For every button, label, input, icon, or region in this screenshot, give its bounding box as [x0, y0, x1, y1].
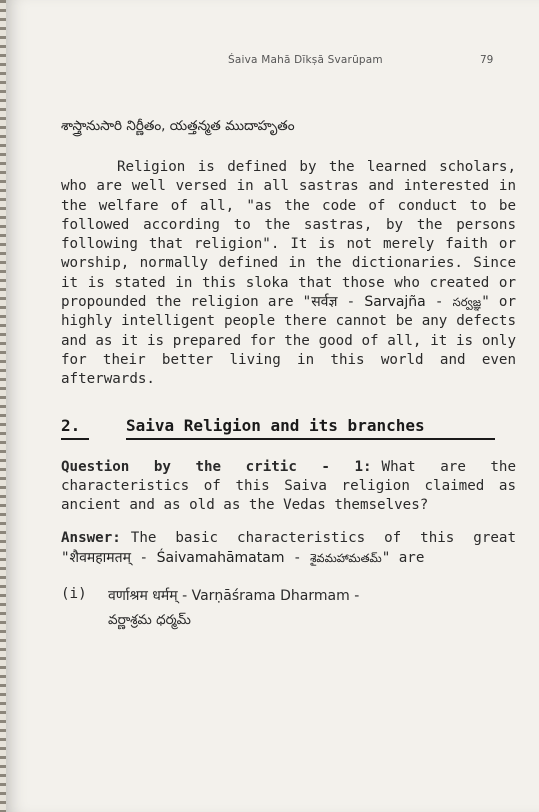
list-marker: (i) [61, 586, 87, 603]
list-item [61, 586, 516, 631]
intro-dash: - [425, 294, 453, 311]
question-text: What are the characteristics of this Saiva religion claimed as ancient and as old as the Vedas themselves? [61, 458, 517, 514]
section-heading [61, 416, 516, 444]
book-page [6, 0, 539, 812]
list-sanskrit-term: वर्णाश्रम धर्मम् [108, 588, 178, 605]
answer-text-before: The basic characteristics of this great " [61, 530, 516, 566]
intro-sanskrit-term: सर्वज्ञ [311, 294, 338, 311]
page-number: 79 [480, 54, 494, 66]
answer-roman-term: Śaivamahāmatam [156, 549, 285, 566]
intro-dash: - [337, 294, 365, 311]
section-title-underline [126, 438, 495, 440]
intro-paragraph [61, 158, 516, 390]
answer-paragraph [61, 529, 516, 568]
answer-label: Answer: [61, 530, 121, 547]
page-body [61, 118, 516, 631]
question-paragraph [61, 458, 516, 516]
answer-telugu-term: శైవమహామతమ్ [310, 550, 382, 565]
intro-roman-term: Sarvajña [364, 294, 426, 311]
section-title: Saiva Religion and its branches [126, 415, 425, 435]
list-roman-term: Varṇāśrama Dharmam - [191, 588, 360, 605]
question-label: Question by the critic - 1: [61, 458, 372, 475]
intro-text-part2: " or highly intelligent people there cannot be any defects and as it is prepared for the good of all, it is only for their better living in this world and even afterwards. [61, 294, 516, 388]
section-number-underline [61, 438, 89, 440]
sloka-telugu: శాస్త్రానుసారి నిర్ణీతం, యత్తన్మత ముదాహృతం [61, 118, 295, 134]
answer-text-after: " are [381, 549, 425, 566]
running-title: Śaiva Mahā Dīkṣā Svarūpam [228, 54, 383, 66]
answer-dash: - [131, 549, 157, 566]
answer-sanskrit-term: शैवमहामतम् [69, 549, 132, 566]
intro-text-part1: Religion is defined by the learned scholars, who are well versed in all sastras and interested in the welfare of all, "as the code of conduct to be followed according to the sastras, by the persons following that religion". It is not merely faith or worship, normally defined in the dictionaries. Since it is stated in this sloka that those who created or propounded the religion are " [61, 159, 516, 311]
running-header [6, 52, 539, 72]
list-item-line [108, 586, 516, 605]
list-dash: - [177, 588, 192, 605]
answer-dash: - [284, 549, 311, 566]
section-number: 2. [61, 415, 81, 435]
intro-telugu-term: సర్వజ్ఞ [452, 295, 482, 310]
list-telugu-term: వర్ణాశ్రమ ధర్మమ్ [108, 612, 191, 629]
